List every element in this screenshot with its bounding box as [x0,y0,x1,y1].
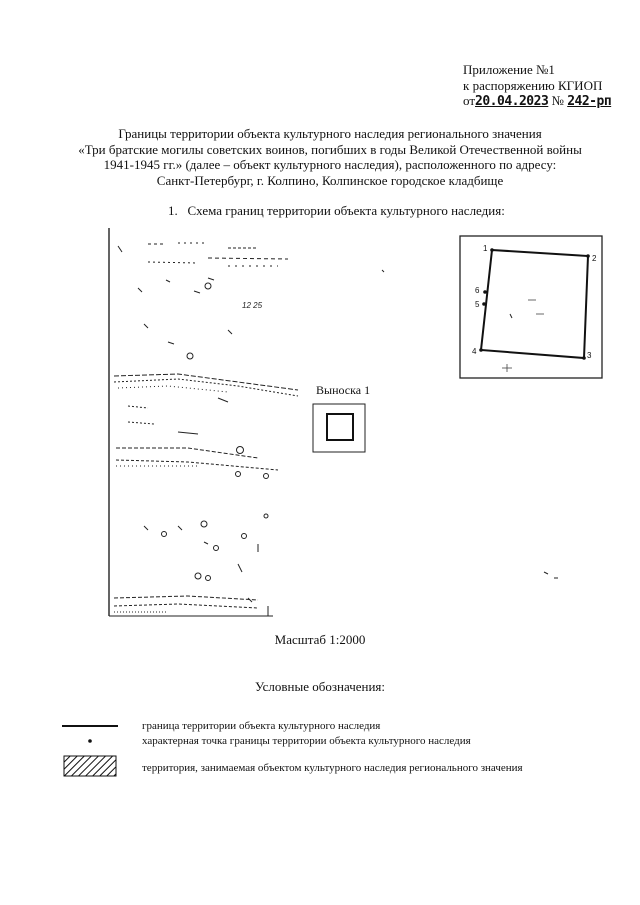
legend-item-point: характерная точка границы территории объекта культурного наследия [142,735,471,747]
inset-boundary-points [479,248,590,360]
title-line-2: «Три братские могилы советских воинов, погибших в годы Великой Отечественной войны [78,141,582,157]
callout-label: Выноска 1 [316,383,371,397]
point-5-label: 5 [475,300,480,309]
title-line-1: Границы территории объекта культурного наследия регионального значения [118,126,542,141]
number-prefix: № [551,93,564,108]
section-heading [168,203,505,219]
map-plot-label: 12 25 [242,301,263,310]
point-2-label: 2 [592,254,597,263]
callout-boundary [327,414,353,440]
legend-point-symbol [88,739,92,743]
legend-symbols [60,716,122,778]
section-number: 1. [168,203,178,218]
callout-frame [313,404,365,452]
legend-item-boundary: граница территории объекта культурного наследия [142,720,381,732]
boundary-map [108,226,606,618]
inset-boundary [481,250,588,358]
appendix-title: Приложение №1 [463,62,555,77]
map-scale: Масштаб 1:2000 [274,632,366,647]
point-1-label: 1 [483,244,488,253]
order-number: 242-рп [567,94,612,109]
legend-hatch-symbol [64,756,116,776]
legend-item-territory: территория, занимаемая объектом культурного наследия регионального значения [142,762,523,774]
map-grave-markers [162,283,269,581]
legend-title: Условные обозначения: [254,679,386,694]
order-date: 20.04.2023 [475,94,549,109]
appendix-date-line [463,93,611,110]
point-6-label: 6 [475,286,480,295]
section-text: Схема границ территории объекта культурного наследия: [187,203,505,218]
map-survey-marks [114,243,558,612]
inset-frame [460,236,602,378]
title-line-4: Санкт-Петербург, г. Колпино, Колпинское городское кладбище [156,172,504,188]
point-4-label: 4 [472,347,477,356]
title-line-3: 1941-1945 гг.» (далее – объект культурного наследия), расположенного по адресу: [103,157,557,172]
appendix-block [463,62,611,110]
document-title [60,126,600,188]
point-3-label: 3 [587,351,592,360]
appendix-order: к распоряжению КГИОП [463,77,603,93]
date-prefix: от [463,93,476,108]
